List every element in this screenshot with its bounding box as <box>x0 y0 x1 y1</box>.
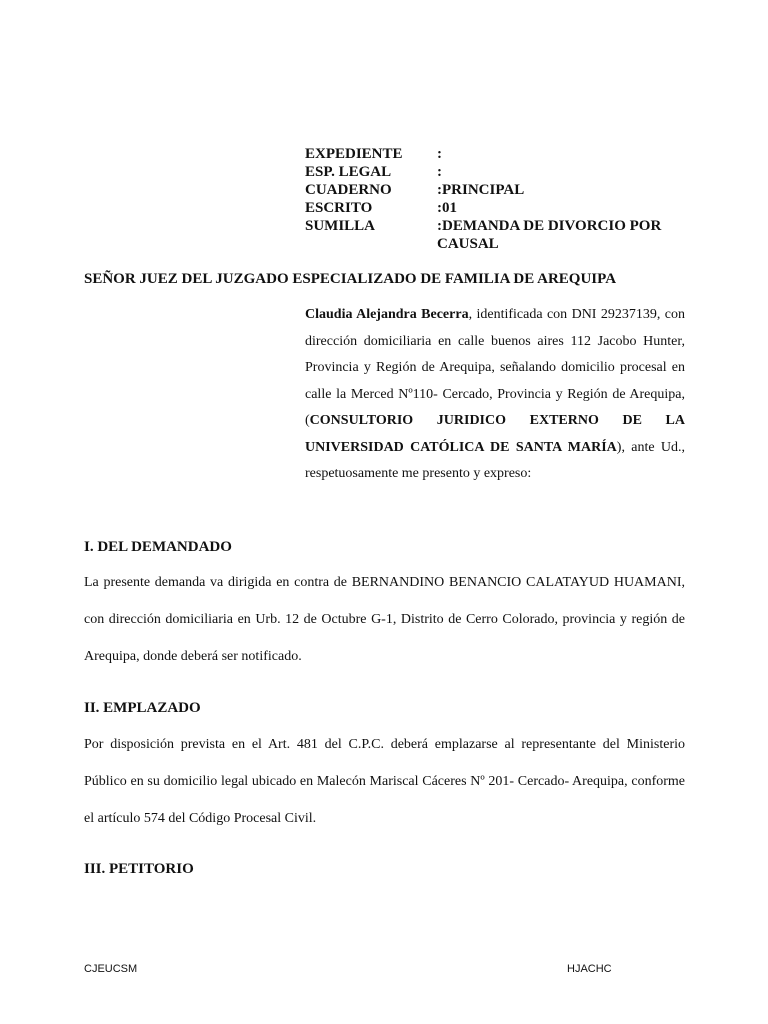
organization-name: CONSULTORIO JURIDICO EXTERNO DE LA UNIVERSIDAD CATÓLICA DE SANTA MARÍA <box>305 413 685 455</box>
header-label: ESCRITO <box>305 200 373 216</box>
header-row-esp-legal <box>305 163 705 181</box>
header-label: SUMILLA <box>305 218 376 234</box>
header-label: ESP. LEGAL <box>305 164 392 180</box>
header-value: :DEMANDA DE DIVORCIO POR CAUSAL <box>437 218 662 252</box>
header-row-cuaderno <box>305 181 705 199</box>
plaintiff-name: Claudia Alejandra Becerra <box>305 307 469 322</box>
section-heading-emplazado: II. EMPLAZADO <box>84 700 201 716</box>
footer-right-text: HJACHC <box>567 963 612 975</box>
section-body-emplazado: Por disposición prevista en el Art. 481 del C.P.C. deberá emplazarse al representante del Ministerio Público en su domicilio legal ubicado en Malecón Mariscal Cáceres Nº 201- Cercado- Arequipa, conforme el artículo 574 del Código Procesal Civil. <box>84 737 685 826</box>
header-value: : <box>437 164 442 180</box>
header-label: EXPEDIENTE <box>305 146 403 162</box>
header-row-expediente <box>305 145 705 163</box>
header-value: : <box>437 146 442 162</box>
addressee-heading: SEÑOR JUEZ DEL JUZGADO ESPECIALIZADO DE FAMILIA DE AREQUIPA <box>84 271 617 287</box>
intro-text-part2: ), ante Ud., respetuosamente me presento y expreso: <box>305 439 685 481</box>
footer-left-text: CJEUCSM <box>84 963 138 975</box>
section-heading-petitorio: III. PETITORIO <box>84 861 194 877</box>
header-row-sumilla <box>305 217 705 253</box>
header-value: :01 <box>437 200 457 216</box>
header-label: CUADERNO <box>305 182 392 198</box>
header-row-escrito <box>305 199 705 217</box>
section-body-demandado: La presente demanda va dirigida en contra de BERNANDINO BENANCIO CALATAYUD HUAMANI, con dirección domiciliaria en Urb. 12 de Octubre G-1, Distrito de Cerro Colorado, provincia y región de Arequipa, donde deberá ser notificado. <box>84 575 685 664</box>
intro-text-part1: , identificada con DNI 29237139, con dirección domiciliaria en calle buenos aires 112 Jacobo Hunter, Provincia y Región de Arequipa, señalando domicilio procesal en calle la Merced Nº110- Cercado, Provincia y Región de Arequipa, ( <box>305 307 685 428</box>
intro-paragraph <box>305 302 685 488</box>
header-value: :PRINCIPAL <box>437 182 525 198</box>
case-header <box>305 145 705 253</box>
section-heading-demandado: I. DEL DEMANDADO <box>84 539 232 555</box>
